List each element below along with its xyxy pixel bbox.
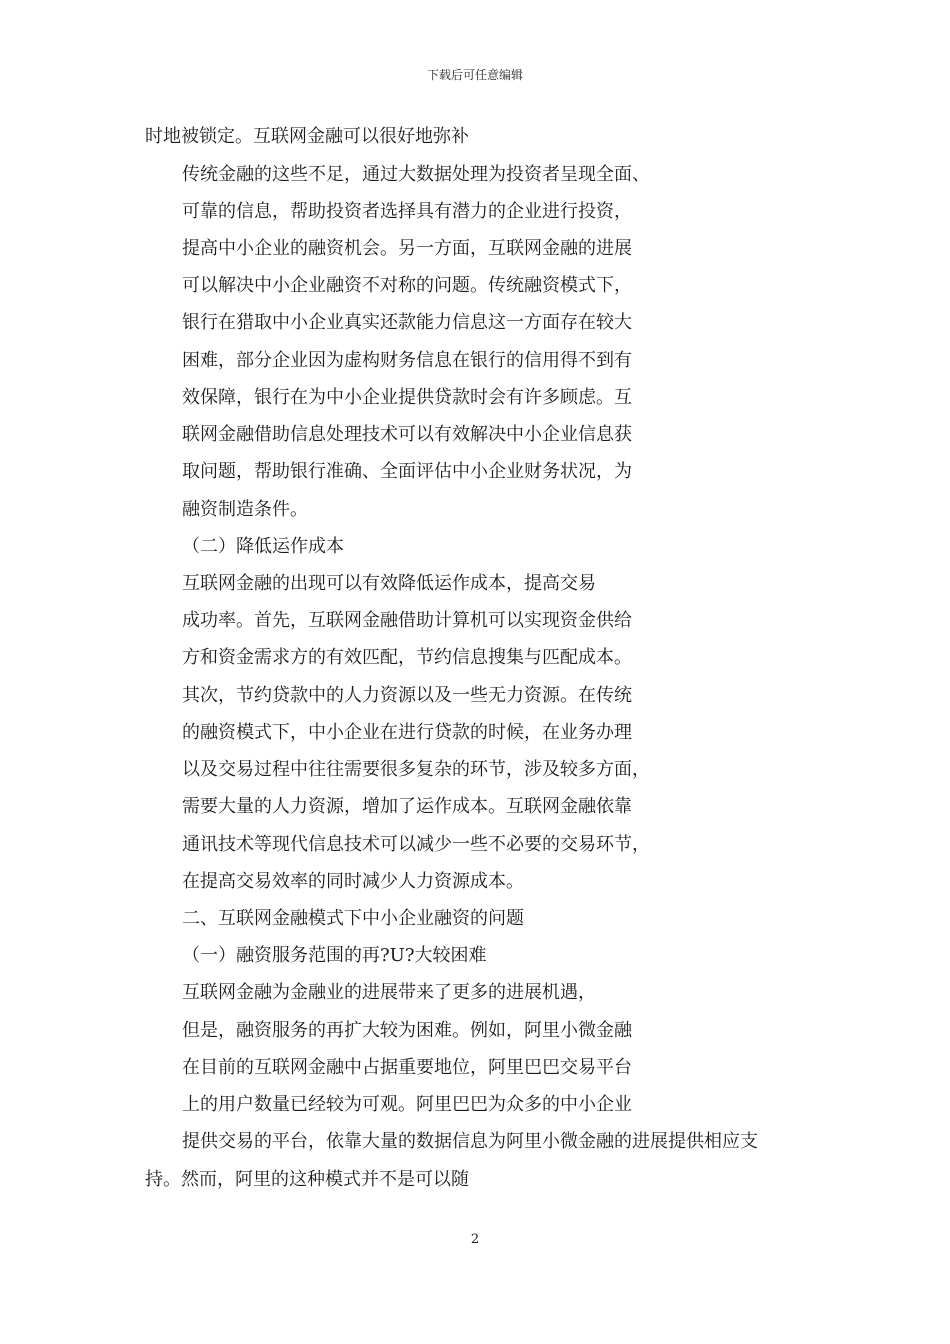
text-line: 持。然而，阿里的这种模式并不是可以随 <box>145 1169 469 1190</box>
text-line: 时地被锁定。互联网金融可以很好地弥补 <box>145 126 469 147</box>
text-line: 的融资模式下，中小企业在进行贷款的时候，在业务办理 <box>182 722 632 743</box>
text-line: 效保障，银行在为中小企业提供贷款时会有许多顾虑。互 <box>182 387 632 408</box>
text-line: 困难，部分企业因为虚构财务信息在银行的信用得不到有 <box>182 350 632 371</box>
text-line: 通讯技术等现代信息技术可以减少一些不必要的交易环节， <box>182 834 650 855</box>
text-line: 传统金融的这些不足，通过大数据处理为投资者呈现全面、 <box>182 164 650 185</box>
text-line: 成功率。首先，互联网金融借助计算机可以实现资金供给 <box>182 610 632 631</box>
page-number: 2 <box>470 1232 480 1247</box>
text-line: 联网金融借助信息处理技术可以有效解决中小企业信息获 <box>182 424 632 445</box>
text-line: 取问题，帮助银行准确、全面评估中小企业财务状况，为 <box>182 461 632 482</box>
text-line: 互联网金融为金融业的进展带来了更多的进展机遇， <box>182 982 596 1003</box>
text-line: 其次，节约贷款中的人力资源以及一些无力资源。在传统 <box>182 685 632 706</box>
text-line: 融资制造条件。 <box>182 499 308 520</box>
text-line: 但是，融资服务的再扩大较为困难。例如，阿里小微金融 <box>182 1020 632 1041</box>
text-line: 可靠的信息，帮助投资者选择具有潜力的企业进行投资， <box>182 201 632 222</box>
text-line: 上的用户数量已经较为可观。阿里巴巴为众多的中小企业 <box>182 1094 632 1115</box>
section-heading: 二、互联网金融模式下中小企业融资的问题 <box>182 908 524 929</box>
text-line: 在目前的互联网金融中占据重要地位，阿里巴巴交易平台 <box>182 1057 632 1078</box>
text-line: 需要大量的人力资源，增加了运作成本。互联网金融依靠 <box>182 796 632 817</box>
text-line: 提供交易的平台，依靠大量的数据信息为阿里小微金融的进展提供相应支 <box>182 1131 758 1152</box>
page-header: 下载后可任意编辑 <box>426 68 523 82</box>
subsection-heading: （一）融资服务范围的再?U?大较困难 <box>182 945 487 966</box>
text-line: 在提高交易效率的同时减少人力资源成本。 <box>182 871 524 892</box>
text-line: 互联网金融的出现可以有效降低运作成本，提高交易 <box>182 573 596 594</box>
section-heading: （二）降低运作成本 <box>182 536 344 557</box>
text-line: 以及交易过程中往往需要很多复杂的环节，涉及较多方面， <box>182 759 650 780</box>
text-line: 可以解决中小企业融资不对称的问题。传统融资模式下， <box>182 275 632 296</box>
text-line: 方和资金需求方的有效匹配，节约信息搜集与匹配成本。 <box>182 647 632 668</box>
text-line: 银行在猎取中小企业真实还款能力信息这一方面存在较大 <box>182 312 632 333</box>
text-line: 提高中小企业的融资机会。另一方面，互联网金融的进展 <box>182 238 632 259</box>
